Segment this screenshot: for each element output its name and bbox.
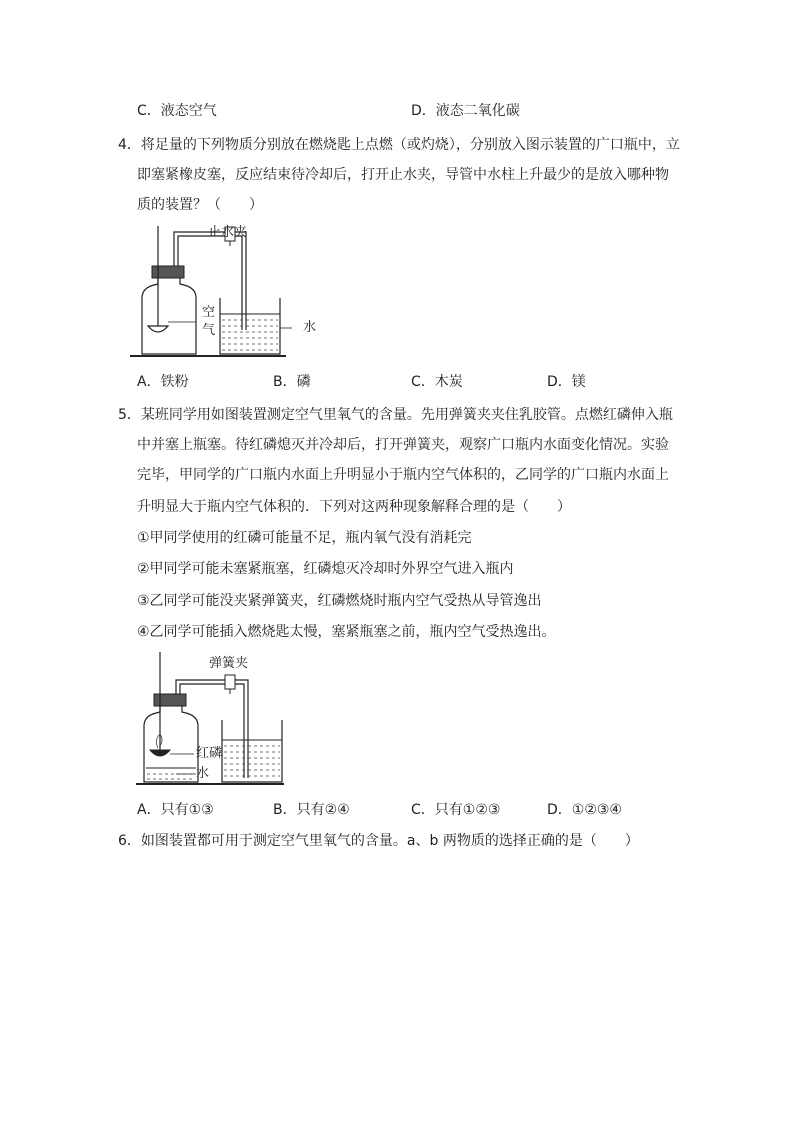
q5-stem-line-3: 完毕，甲同学的广口瓶内水面上升明显小于瓶内空气体积的，乙同学的广口瓶内水面上 (137, 467, 669, 483)
q4-option-c: C．木炭 (411, 374, 463, 390)
q4-stem-line-2: 即塞紧橡皮塞，反应结束待冷却后，打开止水夹，导管中水柱上升最少的是放入哪种物 (137, 167, 669, 183)
q6-stem-line-1: 6．如图装置都可用于测定空气里氧气的含量。a、b 两物质的选择正确的是（ ） (118, 833, 639, 849)
q4-option-a: A．铁粉 (137, 374, 189, 390)
q5-stem-line-1: 5．某班同学用如图装置测定空气里氧气的含量。先用弹簧夹夹住乳胶管。点燃红磷伸入瓶 (118, 407, 673, 423)
q3-option-d: D．液态二氧化碳 (411, 103, 520, 119)
q4-spoon-cup (148, 326, 168, 332)
q4-option-d: D．镁 (547, 374, 586, 390)
q5-option-d: D．①②③④ (547, 802, 622, 818)
q5-water-label: 水 (196, 766, 210, 781)
q5-stopper (154, 694, 186, 706)
q4-clamp-label: 止水夹 (208, 225, 248, 240)
q5-option-b: B．只有②④ (273, 802, 350, 818)
q4-stopper (152, 266, 184, 278)
q4-stem-line-3: 质的装置？（ ） (137, 197, 263, 213)
q5-clamp (225, 675, 235, 689)
q4-bottle (142, 276, 196, 354)
q5-statement-1: ①甲同学使用的红磷可能量不足，瓶内氧气没有消耗完 (137, 530, 472, 546)
q4-water-label: 水 (303, 320, 317, 335)
q4-apparatus-figure (128, 222, 298, 362)
q5-phosphorus-label: 红磷 (196, 746, 223, 761)
q5-option-c: C．只有①②③ (411, 802, 501, 818)
q4-air-label-2: 气 (202, 323, 216, 338)
q4-stem-line-1: 4．将足量的下列物质分别放在燃烧匙上点燃（或灼烧），分别放入图示装置的广口瓶中，立 (118, 137, 680, 153)
q5-clamp-label: 弹簧夹 (209, 656, 249, 671)
q5-stem-line-2: 中并塞上瓶塞。待红磷熄灭并冷却后，打开弹簧夹，观察广口瓶内水面变化情况。实验 (137, 437, 669, 453)
q5-spoon-cup (150, 750, 170, 756)
q5-bottle (144, 704, 198, 782)
q4-water-hatching (222, 320, 278, 350)
q4-option-b: B．磷 (273, 374, 311, 390)
q4-air-label-1: 空 (202, 305, 216, 320)
q5-statement-4: ④乙同学可能插入燃烧匙太慢，塞紧瓶塞之前，瓶内空气受热逸出。 (137, 624, 556, 640)
q5-stem-line-4: 升明显大于瓶内空气体积的．下列对这两种现象解释合理的是（ ） (137, 499, 571, 515)
q3-option-c: C．液态空气 (137, 103, 217, 119)
q5-statement-2: ②甲同学可能未塞紧瓶塞，红磷熄灭冷却时外界空气进入瓶内 (137, 561, 514, 577)
q5-option-a: A．只有①③ (137, 802, 214, 818)
q5-statement-3: ③乙同学可能没夹紧弹簧夹，红磷燃烧时瓶内空气受热从导管逸出 (137, 593, 542, 609)
q5-beaker (222, 720, 282, 782)
q5-flame (156, 734, 162, 748)
